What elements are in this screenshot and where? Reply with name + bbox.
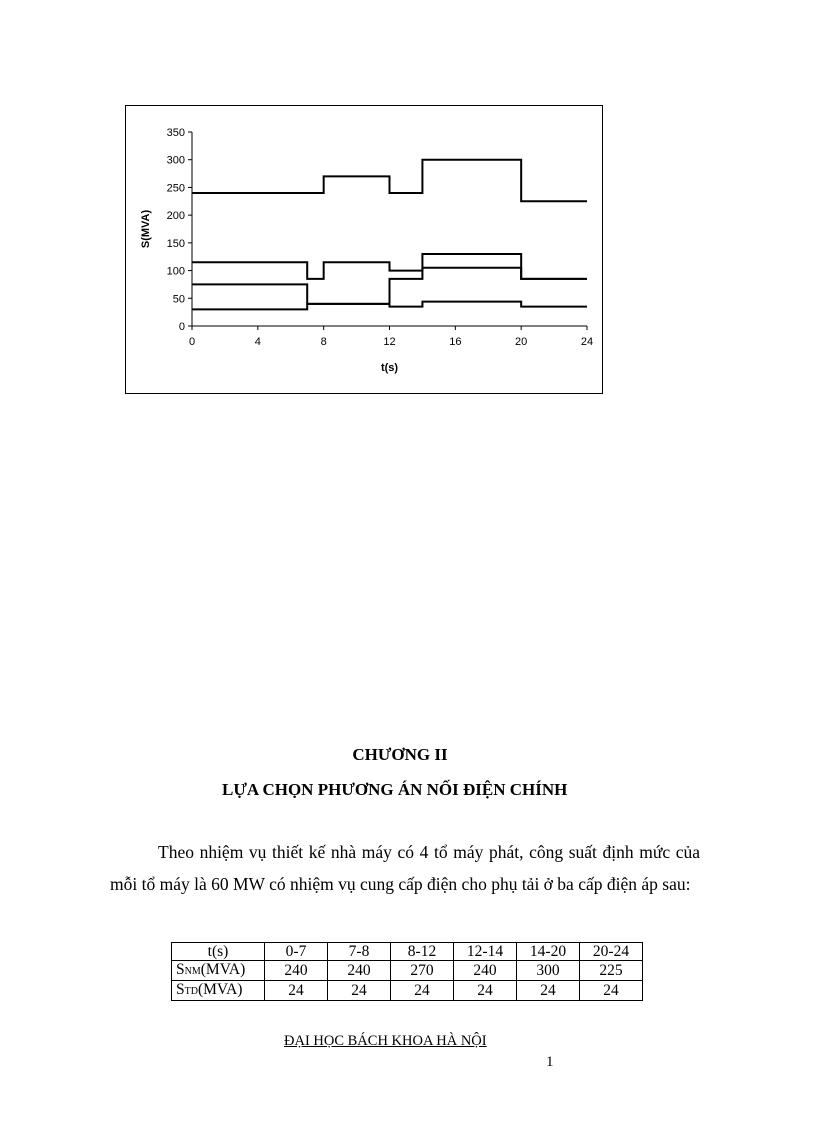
x-tick-label: 4 [254, 336, 261, 348]
load-table [171, 942, 643, 1001]
x-axis-title: t(s) [380, 362, 399, 374]
row-label-sub: NM [184, 966, 201, 977]
chapter-number: CHƯƠNG II [352, 745, 448, 764]
table-cell: 24 [517, 981, 580, 1001]
table-column-header: 12-14 [454, 943, 517, 961]
y-tick-label: 150 [166, 237, 185, 250]
intro-paragraph [110, 837, 700, 900]
row-label-unit: (MVA) [197, 981, 243, 998]
page-number: 1 [546, 1054, 554, 1070]
y-tick-label: 200 [166, 210, 185, 223]
series-line [192, 268, 587, 304]
table-row [172, 981, 643, 1001]
x-tick-label: 20 [515, 336, 528, 348]
y-tick-label: 100 [166, 265, 185, 278]
y-tick-label: 350 [166, 127, 185, 139]
table-cell: 24 [454, 981, 517, 1001]
table-row [172, 961, 643, 981]
chapter-title: LỰA CHỌN PHƯƠNG ÁN NỐI ĐIỆN CHÍNH [222, 780, 568, 799]
table-row-label [172, 981, 265, 1001]
x-tick-label: 8 [320, 336, 327, 348]
table-column-header: 20-24 [580, 943, 643, 961]
table-cell: 225 [580, 961, 643, 981]
x-tick-label: 0 [188, 336, 196, 348]
x-tick-label: 16 [449, 336, 462, 348]
row-label-unit: (MVA) [200, 961, 246, 978]
y-axis-title: S(MVA) [140, 209, 152, 249]
table-column-header: 7-8 [328, 943, 391, 961]
table-row-label [172, 961, 265, 981]
row-label-sub: TD [184, 986, 198, 997]
table-cell: 24 [328, 981, 391, 1001]
table-cell: 240 [265, 961, 328, 981]
load-chart [125, 105, 603, 394]
y-tick-label: 0 [178, 321, 185, 333]
row-label-main: S [176, 981, 185, 998]
table-header-label: t(s) [172, 943, 265, 961]
table-column-header: 8-12 [391, 943, 454, 961]
table-cell: 24 [580, 981, 643, 1001]
series-line [192, 254, 587, 279]
series-line [192, 160, 587, 202]
table-column-header: 0-7 [265, 943, 328, 961]
table-cell: 240 [454, 961, 517, 981]
x-tick-label: 12 [383, 336, 396, 348]
y-tick-label: 50 [172, 293, 185, 306]
footer-university: ĐẠI HỌC BÁCH KHOA HÀ NỘI [284, 1033, 487, 1049]
table-cell: 24 [265, 981, 328, 1001]
table-cell: 24 [391, 981, 454, 1001]
load-chart-svg [126, 106, 604, 395]
intro-paragraph-text: Theo nhiệm vụ thiết kế nhà máy có 4 tổ máy phát, công suất định mức của mỗi tổ máy là 60 MW có nhiệm vụ cung cấp điện cho phụ tải ở ba cấp điện áp sau: [110, 842, 700, 894]
table-cell: 240 [328, 961, 391, 981]
x-tick-label: 24 [580, 336, 594, 348]
table-header-row [172, 943, 643, 961]
table-cell: 270 [391, 961, 454, 981]
y-tick-label: 300 [166, 154, 185, 167]
row-label-main: S [176, 961, 185, 978]
table-cell: 300 [517, 961, 580, 981]
y-tick-label: 250 [166, 182, 185, 195]
table-column-header: 14-20 [517, 943, 580, 961]
